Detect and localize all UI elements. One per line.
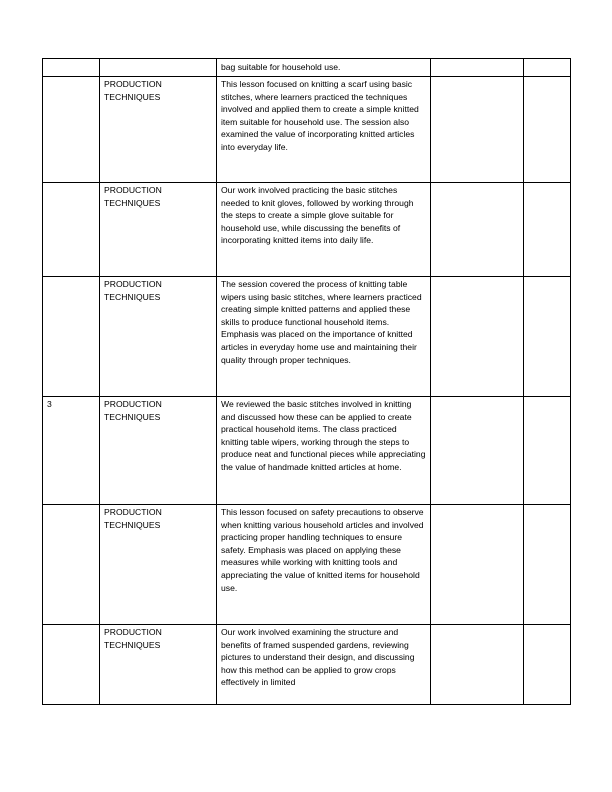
- lesson-description: We reviewed the basic stitches involved in knitting and discussed how these can be applied to create practical household items. The class practiced knitting table wipers, working through the steps to produce neat and functional pieces while appreciating the value of handmade knitted articles at home.: [217, 397, 431, 505]
- empty-cell: [431, 505, 524, 625]
- table-row: [43, 77, 571, 183]
- lesson-description: bag suitable for household use.: [217, 59, 431, 77]
- week-cell: [43, 77, 100, 183]
- week-cell: [43, 183, 100, 277]
- strand-cell: [100, 59, 217, 77]
- week-cell: 3: [43, 397, 100, 505]
- week-cell: [43, 625, 100, 705]
- table-row: [43, 183, 571, 277]
- empty-cell: [524, 625, 571, 705]
- empty-cell: [431, 183, 524, 277]
- table-row: [43, 625, 571, 705]
- table-row: [43, 397, 571, 505]
- table-row: [43, 59, 571, 77]
- lesson-table: [42, 58, 571, 705]
- empty-cell: [431, 77, 524, 183]
- empty-cell: [431, 277, 524, 397]
- empty-cell: [431, 397, 524, 505]
- strand-cell: PRODUCTION TECHNIQUES: [100, 625, 217, 705]
- lesson-description: Our work involved examining the structure and benefits of framed suspended gardens, reviewing pictures to understand their design, and discussing how this method can be applied to grow crops effectively in limited: [217, 625, 431, 705]
- empty-cell: [524, 59, 571, 77]
- empty-cell: [431, 59, 524, 77]
- empty-cell: [524, 183, 571, 277]
- lesson-description: This lesson focused on knitting a scarf using basic stitches, where learners practiced the techniques involved and applied them to create a simple knitted item suitable for household use. The session also examined the value of incorporating knitted articles into everyday life.: [217, 77, 431, 183]
- strand-cell: PRODUCTION TECHNIQUES: [100, 505, 217, 625]
- lesson-description: This lesson focused on safety precautions to observe when knitting various household articles and involved practicing proper handling techniques to ensure safety. Emphasis was placed on applying these measures while working with knitting tools and appreciating the value of knitted items for household use.: [217, 505, 431, 625]
- empty-cell: [431, 625, 524, 705]
- week-cell: [43, 59, 100, 77]
- lesson-description: Our work involved practicing the basic stitches needed to knit gloves, followed by working through the steps to create a simple glove suitable for household use, while discussing the benefits of incorporating knitted items into daily life.: [217, 183, 431, 277]
- strand-cell: PRODUCTION TECHNIQUES: [100, 277, 217, 397]
- empty-cell: [524, 277, 571, 397]
- table-row: [43, 277, 571, 397]
- week-cell: [43, 505, 100, 625]
- week-cell: [43, 277, 100, 397]
- table-row: [43, 505, 571, 625]
- strand-cell: PRODUCTION TECHNIQUES: [100, 77, 217, 183]
- empty-cell: [524, 505, 571, 625]
- strand-cell: PRODUCTION TECHNIQUES: [100, 183, 217, 277]
- strand-cell: PRODUCTION TECHNIQUES: [100, 397, 217, 505]
- empty-cell: [524, 397, 571, 505]
- empty-cell: [524, 77, 571, 183]
- lesson-description: The session covered the process of knitting table wipers using basic stitches, where learners practiced creating simple knitted patterns and applied these skills to produce functional household items. Emphasis was placed on the importance of knitted articles in everyday home use and maintaining their quality through proper techniques.: [217, 277, 431, 397]
